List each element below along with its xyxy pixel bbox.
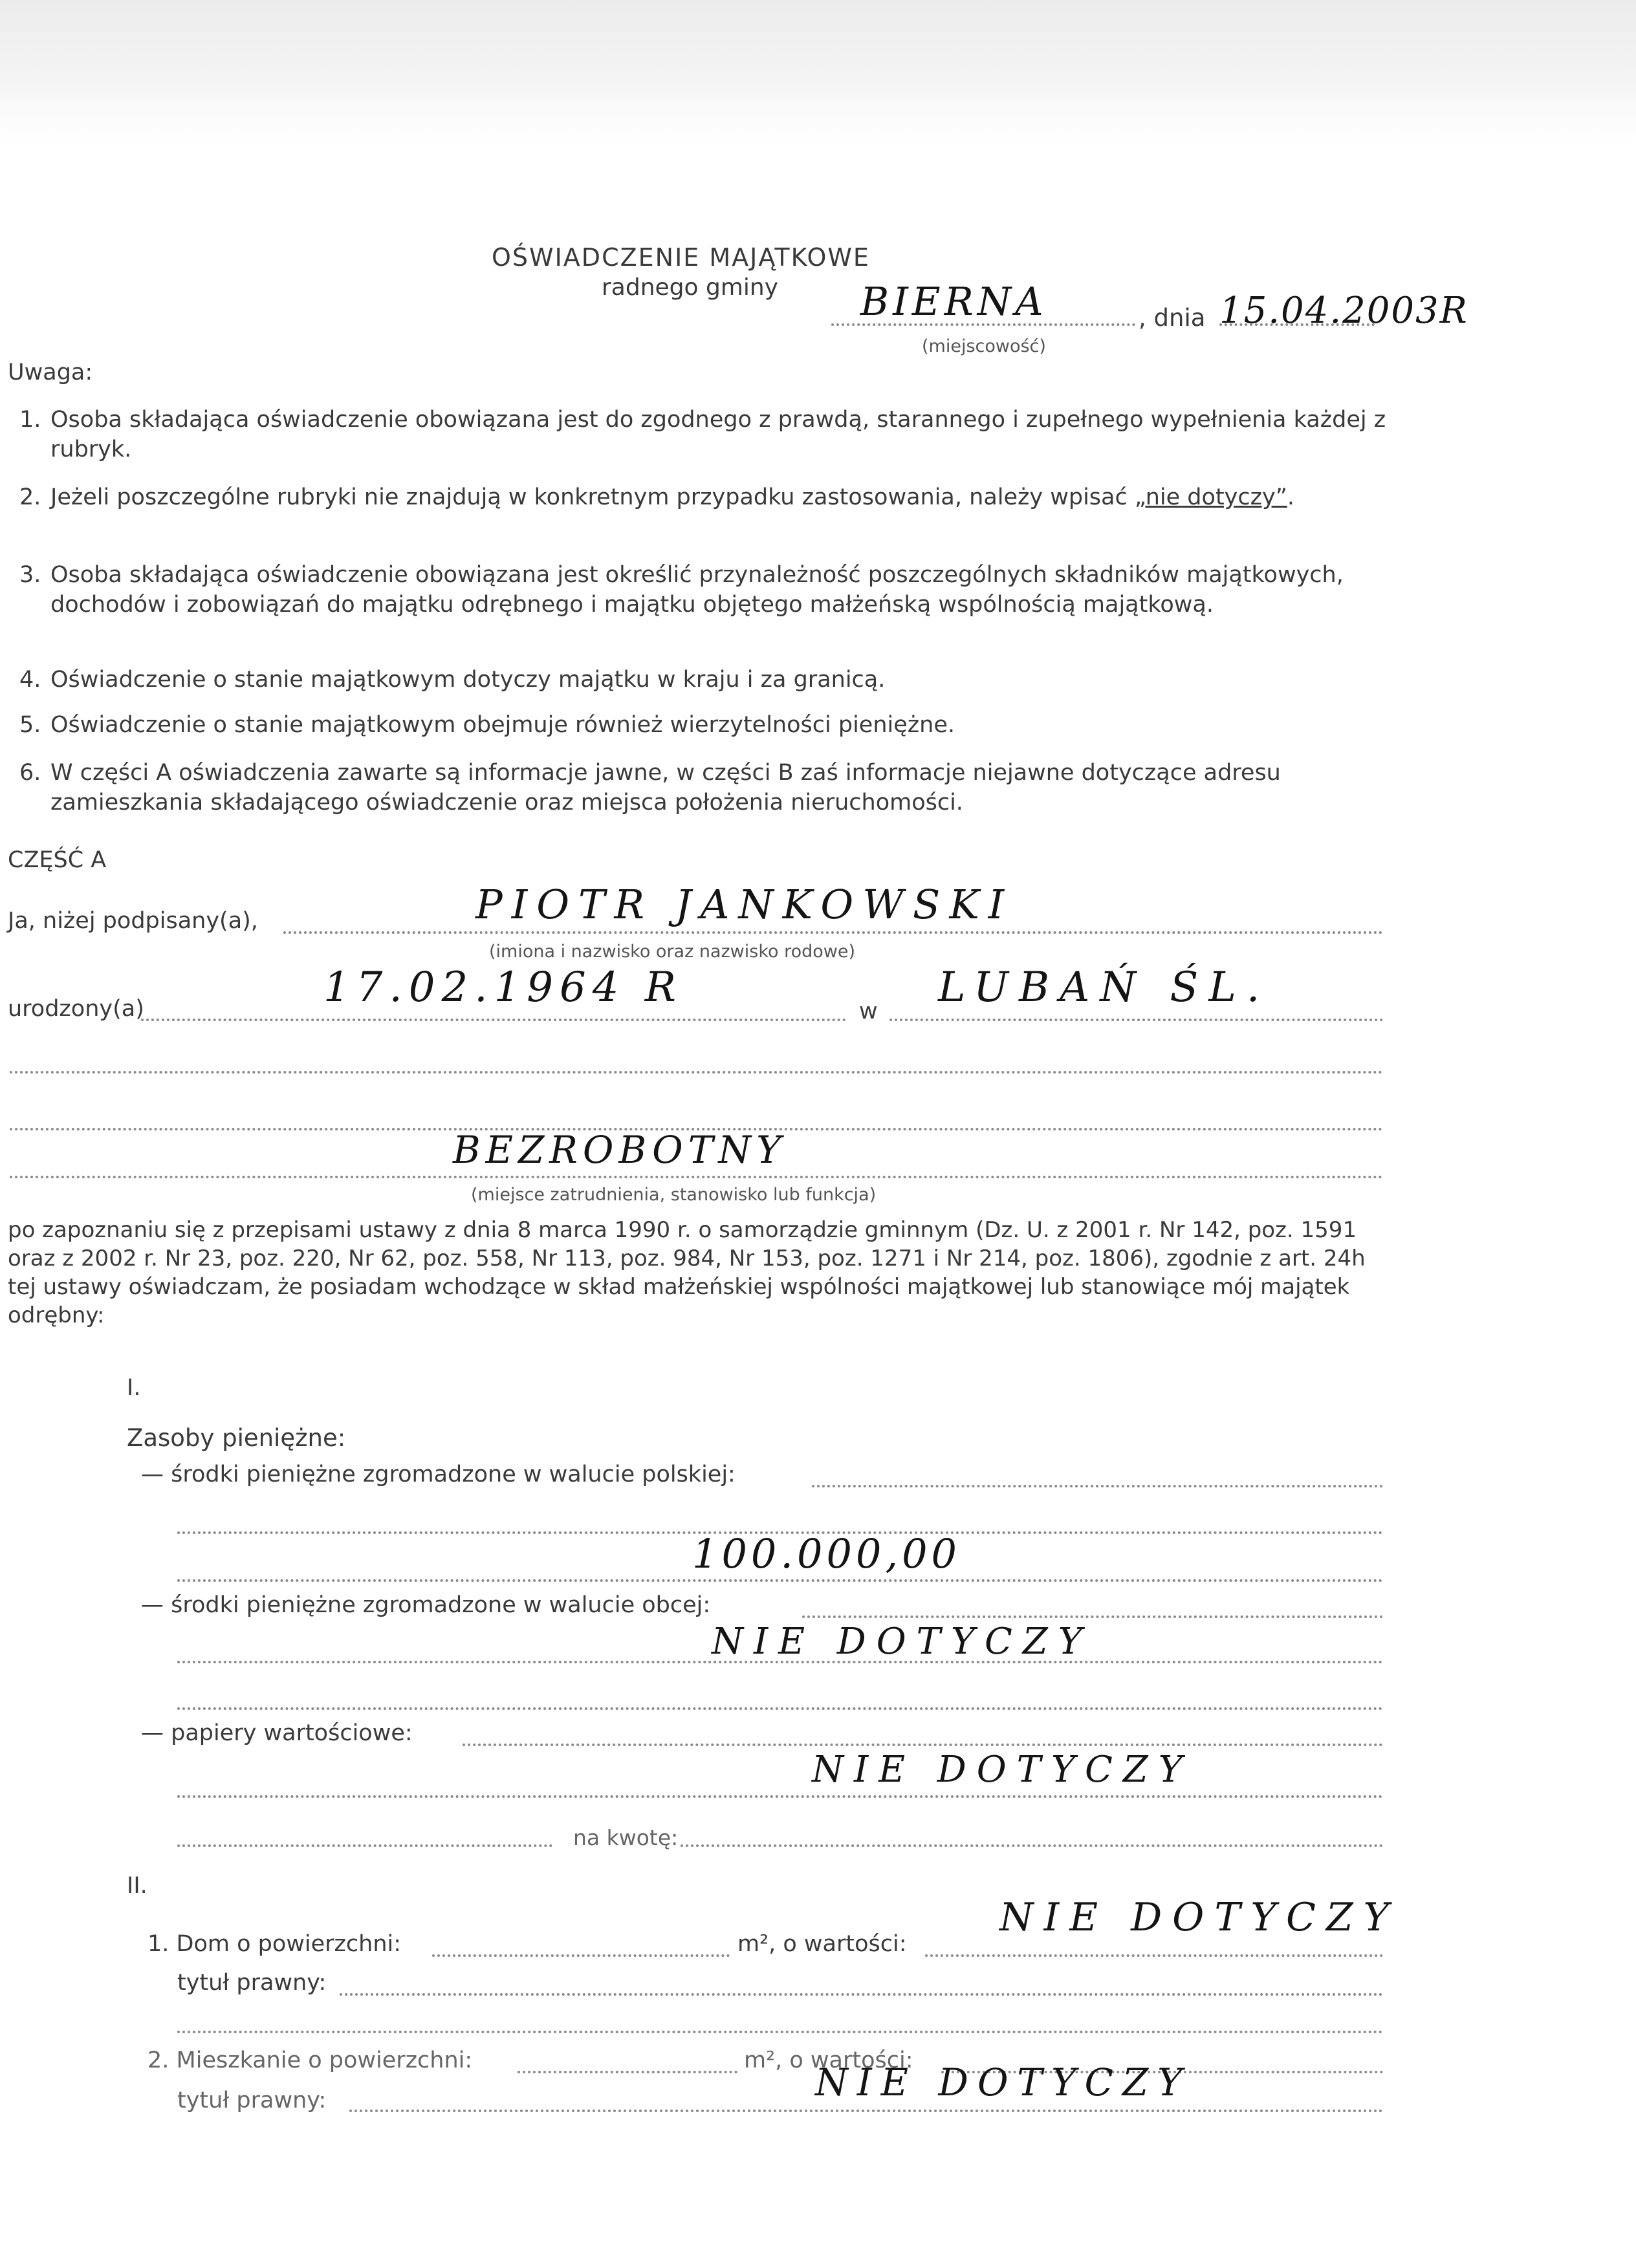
note-text: Oświadczenie o stanie majątkowym dotyczy majątku w kraju i za granicą. (50, 667, 886, 693)
foreign-line-3 (177, 1707, 1383, 1710)
securities-handwritten: NIE DOTYCZY (812, 1749, 1193, 1791)
note-number: 4. (19, 667, 41, 693)
section-1-heading: Zasoby pieniężne: (127, 1424, 346, 1452)
employment-handwritten: BEZROBOTNY (453, 1128, 787, 1172)
pln-line-3 (177, 1579, 1383, 1582)
flat-area-suffix: m², o wartości: (744, 2047, 913, 2073)
note-3 (19, 560, 1396, 620)
note-text: Osoba składająca oświadczenie obowiązana jest określić przynależność poszczególnych składników majątkowych, dochodów i zobowiązań do majątku odrębnego i majątku objętego małżeńską wspólnością majątkową. (50, 562, 1344, 618)
flat-label: 2. Mieszkanie o powierzchni: (147, 2047, 473, 2073)
amount-label: na kwotę: (573, 1825, 679, 1850)
employment-caption: (miejsce zatrudnienia, stanowisko lub funkcja) (471, 1185, 877, 1205)
notes-heading: Uwaga: (8, 360, 93, 385)
house-title-line (340, 1993, 1383, 1996)
date-prefix: , dnia (1139, 304, 1206, 332)
undersigned-label: Ja, niżej podpisany(a), (8, 908, 258, 934)
note-text-end: . (1287, 484, 1294, 510)
note-4 (19, 665, 1396, 695)
amount-line-1 (177, 1844, 552, 1847)
note-number: 2. (19, 484, 41, 510)
note-text: Oświadczenie o stanie majątkowym obejmuje również wierzytelności pieniężne. (50, 712, 955, 738)
note-2 (19, 482, 1396, 512)
house-label: 1. Dom o powierzchni: (147, 1931, 402, 1957)
house-title-label: tytuł prawny: (177, 1970, 327, 1996)
note-1 (19, 405, 1396, 464)
born-date-handwritten: 17.02.1964 R (323, 964, 682, 1011)
flat-area-line (518, 2071, 737, 2073)
scan-shading (0, 0, 1636, 142)
note-number: 1. (19, 407, 41, 433)
note-6 (19, 758, 1396, 817)
pln-label: — środki pieniężne zgromadzone w walucie polskiej: (141, 1462, 736, 1487)
statement-paragraph: po zapoznaniu się z przepisami ustawy z dnia 8 marca 1990 r. o samorządzie gminnym (Dz. U. z 2001 r. Nr 142, poz. 1591 oraz z 2002 r. Nr 23, poz. 220, Nr 62, poz. 558, Nr 113, poz. 984, Nr 153, poz. 1271 i Nr 214, poz. 1806), zgodnie z art. 24h tej ustawy oświadczam, że posiadam wchodzące w skład małżeńskiej wspólności majątkowej lub stanowiące mój majątek odrębny: (8, 1217, 1366, 1328)
name-line (283, 931, 1383, 934)
securities-line-2 (177, 1795, 1383, 1798)
date-handwritten: 15.04.2003R (1219, 290, 1468, 332)
note-text: Jeżeli poszczególne rubryki nie znajdują w konkretnym przypadku zastosowania, należy wpisać (50, 484, 1135, 510)
foreign-label: — środki pieniężne zgromadzone w walucie obcej: (141, 1592, 711, 1618)
pln-line-1 (812, 1485, 1383, 1487)
address-line-1 (10, 1071, 1383, 1074)
note-number: 3. (19, 562, 41, 588)
house-area-line (432, 1954, 730, 1957)
flat-title-label: tytuł prawny: (177, 2088, 327, 2113)
note-number: 6. (19, 760, 41, 786)
house-handwritten: NIE DOTYCZY (999, 1895, 1400, 1940)
born-date-line (141, 1019, 846, 1021)
house-extra-line (177, 2031, 1383, 2033)
born-label: urodzony(a) (8, 996, 144, 1022)
document-subtitle: radnego gminy (602, 274, 779, 301)
amount-line-2 (681, 1844, 1383, 1847)
note-number: 5. (19, 712, 41, 738)
note-5 (19, 710, 1396, 740)
securities-line-1 (463, 1744, 1383, 1746)
house-value-line (925, 1954, 1383, 1957)
foreign-handwritten: NIE DOTYCZY (712, 1621, 1093, 1663)
place-caption: (miejscowość) (922, 336, 1046, 356)
place-handwritten: BIERNA (860, 279, 1047, 325)
born-in-label: w (859, 999, 878, 1024)
born-place-line (889, 1019, 1383, 1021)
document-title: OŚWIADCZENIE MAJĄTKOWE (492, 243, 870, 272)
employment-line (10, 1176, 1383, 1178)
securities-label: — papiery wartościowe: (141, 1720, 413, 1746)
name-caption: (imiona i nazwisko oraz nazwisko rodowe) (489, 942, 856, 962)
foreign-line-1 (802, 1615, 1383, 1618)
pln-handwritten: 100.000,00 (692, 1530, 961, 1577)
born-place-handwritten: LUBAŃ ŚL. (938, 964, 1271, 1011)
section-1-numeral: I. (127, 1375, 141, 1401)
section-2-numeral: II. (127, 1873, 147, 1899)
flat-title-line (349, 2110, 1383, 2112)
name-handwritten: PIOTR JANKOWSKI (475, 881, 1014, 928)
note-text: Osoba składająca oświadczenie obowiązana jest do zgodnego z prawdą, starannego i zupełnego wypełnienia każdej z rubryk. (50, 407, 1386, 462)
flat-handwritten: NIE DOTYCZY (815, 2060, 1192, 2104)
note-emphasis: „nie dotyczy” (1134, 484, 1287, 510)
part-a-heading: CZĘŚĆ A (8, 847, 107, 873)
house-area-suffix: m², o wartości: (737, 1931, 907, 1957)
note-text: W części A oświadczenia zawarte są informacje jawne, w części B zaś informacje niejawne dotyczące adresu zamieszkania składającego oświadczenie oraz miejsca położenia nieruchomości. (50, 760, 1281, 815)
